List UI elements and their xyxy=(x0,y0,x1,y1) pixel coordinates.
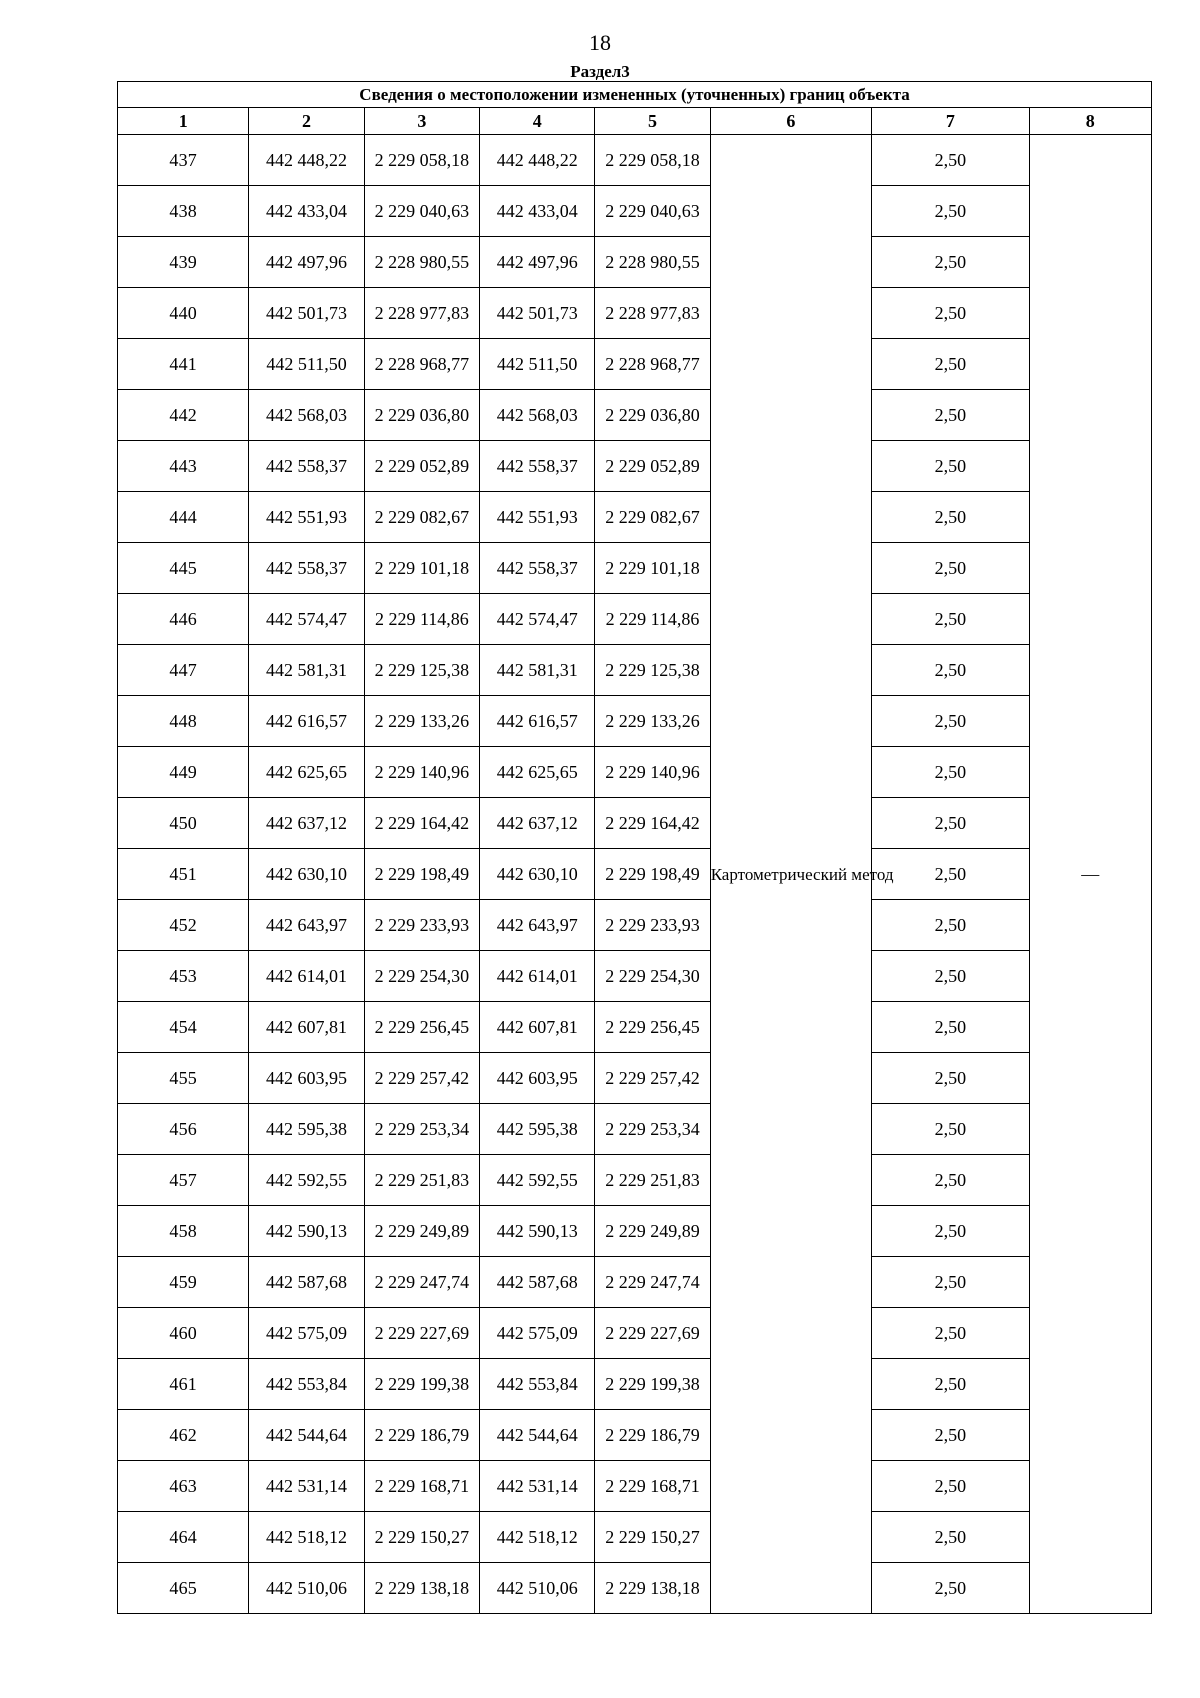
cell-x-new: 442 553,84 xyxy=(480,1359,595,1410)
cell-point: 441 xyxy=(118,339,249,390)
cell-x-old: 442 603,95 xyxy=(249,1053,364,1104)
cell-accuracy: 2,50 xyxy=(872,288,1029,339)
cell-point: 460 xyxy=(118,1308,249,1359)
cell-x-old: 442 592,55 xyxy=(249,1155,364,1206)
table-row xyxy=(118,747,1152,798)
cell-y-old: 2 229 233,93 xyxy=(364,900,479,951)
cell-x-new: 442 448,22 xyxy=(480,135,595,186)
cell-accuracy: 2,50 xyxy=(872,900,1029,951)
cell-point: 465 xyxy=(118,1563,249,1614)
cell-accuracy: 2,50 xyxy=(872,492,1029,543)
cell-x-new: 442 518,12 xyxy=(480,1512,595,1563)
cell-y-old: 2 229 256,45 xyxy=(364,1002,479,1053)
cell-x-new: 442 590,13 xyxy=(480,1206,595,1257)
cell-y-new: 2 229 253,34 xyxy=(595,1104,710,1155)
cell-point: 452 xyxy=(118,900,249,951)
cell-accuracy: 2,50 xyxy=(872,1104,1029,1155)
cell-x-new: 442 630,10 xyxy=(480,849,595,900)
boundary-coordinates-table xyxy=(117,81,1152,1614)
cell-x-new: 442 643,97 xyxy=(480,900,595,951)
cell-point: 463 xyxy=(118,1461,249,1512)
cell-y-old: 2 228 977,83 xyxy=(364,288,479,339)
column-number-5: 5 xyxy=(595,108,710,135)
column-number-6: 6 xyxy=(710,108,871,135)
cell-point: 450 xyxy=(118,798,249,849)
table-row xyxy=(118,390,1152,441)
cell-y-old: 2 229 138,18 xyxy=(364,1563,479,1614)
table-row xyxy=(118,288,1152,339)
cell-x-new: 442 595,38 xyxy=(480,1104,595,1155)
cell-x-new: 442 607,81 xyxy=(480,1002,595,1053)
cell-x-new: 442 433,04 xyxy=(480,186,595,237)
table-row xyxy=(118,1512,1152,1563)
cell-x-old: 442 497,96 xyxy=(249,237,364,288)
cell-y-new: 2 229 036,80 xyxy=(595,390,710,441)
cell-x-old: 442 643,97 xyxy=(249,900,364,951)
cell-y-old: 2 229 249,89 xyxy=(364,1206,479,1257)
cell-x-old: 442 553,84 xyxy=(249,1359,364,1410)
cell-y-old: 2 229 227,69 xyxy=(364,1308,479,1359)
cell-y-new: 2 229 233,93 xyxy=(595,900,710,951)
cell-x-old: 442 581,31 xyxy=(249,645,364,696)
cell-x-old: 442 568,03 xyxy=(249,390,364,441)
cell-accuracy: 2,50 xyxy=(872,1512,1029,1563)
cell-point: 459 xyxy=(118,1257,249,1308)
cell-accuracy: 2,50 xyxy=(872,1563,1029,1614)
cell-point: 439 xyxy=(118,237,249,288)
cell-x-old: 442 448,22 xyxy=(249,135,364,186)
cell-point: 451 xyxy=(118,849,249,900)
cell-x-new: 442 558,37 xyxy=(480,543,595,594)
cell-x-new: 442 637,12 xyxy=(480,798,595,849)
cell-accuracy: 2,50 xyxy=(872,594,1029,645)
cell-x-old: 442 614,01 xyxy=(249,951,364,1002)
cell-x-old: 442 551,93 xyxy=(249,492,364,543)
cell-x-new: 442 511,50 xyxy=(480,339,595,390)
cell-point: 442 xyxy=(118,390,249,441)
cell-point: 437 xyxy=(118,135,249,186)
cell-y-old: 2 229 168,71 xyxy=(364,1461,479,1512)
cell-x-new: 442 625,65 xyxy=(480,747,595,798)
cell-y-new: 2 229 198,49 xyxy=(595,849,710,900)
cell-y-new: 2 229 164,42 xyxy=(595,798,710,849)
cell-point: 444 xyxy=(118,492,249,543)
cell-y-new: 2 229 150,27 xyxy=(595,1512,710,1563)
cell-accuracy: 2,50 xyxy=(872,1206,1029,1257)
cell-y-old: 2 229 040,63 xyxy=(364,186,479,237)
table-row xyxy=(118,594,1152,645)
cell-y-old: 2 229 036,80 xyxy=(364,390,479,441)
cell-x-new: 442 558,37 xyxy=(480,441,595,492)
cell-x-new: 442 510,06 xyxy=(480,1563,595,1614)
cell-point: 443 xyxy=(118,441,249,492)
cell-accuracy: 2,50 xyxy=(872,543,1029,594)
cell-x-new: 442 531,14 xyxy=(480,1461,595,1512)
column-number-7: 7 xyxy=(872,108,1029,135)
cell-y-old: 2 229 257,42 xyxy=(364,1053,479,1104)
cell-accuracy: 2,50 xyxy=(872,1053,1029,1104)
cell-x-new: 442 575,09 xyxy=(480,1308,595,1359)
cell-y-new: 2 229 140,96 xyxy=(595,747,710,798)
cell-accuracy: 2,50 xyxy=(872,1155,1029,1206)
cell-y-old: 2 229 150,27 xyxy=(364,1512,479,1563)
cell-x-new: 442 616,57 xyxy=(480,696,595,747)
cell-method: Картометрический метод xyxy=(710,135,871,1614)
cell-y-new: 2 229 168,71 xyxy=(595,1461,710,1512)
cell-point: 464 xyxy=(118,1512,249,1563)
cell-x-old: 442 544,64 xyxy=(249,1410,364,1461)
cell-y-new: 2 229 256,45 xyxy=(595,1002,710,1053)
cell-y-old: 2 229 164,42 xyxy=(364,798,479,849)
cell-y-new: 2 229 249,89 xyxy=(595,1206,710,1257)
cell-accuracy: 2,50 xyxy=(872,441,1029,492)
cell-y-new: 2 229 254,30 xyxy=(595,951,710,1002)
cell-x-old: 442 630,10 xyxy=(249,849,364,900)
cell-accuracy: 2,50 xyxy=(872,798,1029,849)
column-number-1: 1 xyxy=(118,108,249,135)
table-row xyxy=(118,1257,1152,1308)
table-caption: Сведения о местоположении измененных (уточненных) границ объекта xyxy=(118,82,1152,108)
table-row xyxy=(118,900,1152,951)
cell-accuracy: 2,50 xyxy=(872,339,1029,390)
cell-x-old: 442 433,04 xyxy=(249,186,364,237)
cell-x-new: 442 501,73 xyxy=(480,288,595,339)
cell-y-old: 2 228 968,77 xyxy=(364,339,479,390)
cell-x-new: 442 581,31 xyxy=(480,645,595,696)
cell-accuracy: 2,50 xyxy=(872,1002,1029,1053)
cell-accuracy: 2,50 xyxy=(872,849,1029,900)
table-row xyxy=(118,339,1152,390)
cell-y-old: 2 229 199,38 xyxy=(364,1359,479,1410)
cell-y-new: 2 229 138,18 xyxy=(595,1563,710,1614)
cell-x-new: 442 568,03 xyxy=(480,390,595,441)
cell-y-new: 2 229 257,42 xyxy=(595,1053,710,1104)
cell-x-new: 442 603,95 xyxy=(480,1053,595,1104)
cell-y-old: 2 229 125,38 xyxy=(364,645,479,696)
cell-note: — xyxy=(1029,135,1151,1614)
cell-point: 457 xyxy=(118,1155,249,1206)
cell-x-old: 442 595,38 xyxy=(249,1104,364,1155)
cell-accuracy: 2,50 xyxy=(872,645,1029,696)
cell-y-old: 2 229 253,34 xyxy=(364,1104,479,1155)
cell-accuracy: 2,50 xyxy=(872,747,1029,798)
cell-point: 458 xyxy=(118,1206,249,1257)
cell-accuracy: 2,50 xyxy=(872,696,1029,747)
column-number-2: 2 xyxy=(249,108,364,135)
cell-x-old: 442 501,73 xyxy=(249,288,364,339)
cell-y-new: 2 229 125,38 xyxy=(595,645,710,696)
cell-y-old: 2 229 198,49 xyxy=(364,849,479,900)
column-number-4: 4 xyxy=(480,108,595,135)
cell-y-old: 2 229 114,86 xyxy=(364,594,479,645)
cell-accuracy: 2,50 xyxy=(872,1461,1029,1512)
page-number: 18 xyxy=(589,30,611,55)
cell-y-new: 2 229 251,83 xyxy=(595,1155,710,1206)
cell-point: 449 xyxy=(118,747,249,798)
cell-accuracy: 2,50 xyxy=(872,237,1029,288)
cell-y-new: 2 229 058,18 xyxy=(595,135,710,186)
cell-y-new: 2 229 082,67 xyxy=(595,492,710,543)
section-title: Раздел3 xyxy=(570,62,630,81)
cell-y-new: 2 229 101,18 xyxy=(595,543,710,594)
cell-point: 445 xyxy=(118,543,249,594)
cell-x-old: 442 518,12 xyxy=(249,1512,364,1563)
table-body xyxy=(118,135,1152,1614)
cell-x-new: 442 497,96 xyxy=(480,237,595,288)
cell-x-old: 442 558,37 xyxy=(249,441,364,492)
table-row xyxy=(118,1308,1152,1359)
table-row xyxy=(118,1563,1152,1614)
cell-x-old: 442 625,65 xyxy=(249,747,364,798)
cell-accuracy: 2,50 xyxy=(872,186,1029,237)
cell-x-old: 442 616,57 xyxy=(249,696,364,747)
cell-point: 456 xyxy=(118,1104,249,1155)
cell-accuracy: 2,50 xyxy=(872,951,1029,1002)
cell-point: 453 xyxy=(118,951,249,1002)
table-row xyxy=(118,951,1152,1002)
table-row xyxy=(118,441,1152,492)
cell-x-old: 442 590,13 xyxy=(249,1206,364,1257)
cell-x-old: 442 575,09 xyxy=(249,1308,364,1359)
cell-y-new: 2 229 199,38 xyxy=(595,1359,710,1410)
cell-y-old: 2 229 140,96 xyxy=(364,747,479,798)
cell-x-old: 442 587,68 xyxy=(249,1257,364,1308)
cell-y-old: 2 229 247,74 xyxy=(364,1257,479,1308)
cell-x-old: 442 558,37 xyxy=(249,543,364,594)
cell-x-old: 442 574,47 xyxy=(249,594,364,645)
table-row xyxy=(118,645,1152,696)
table-row xyxy=(118,492,1152,543)
cell-y-new: 2 229 227,69 xyxy=(595,1308,710,1359)
column-number-8: 8 xyxy=(1029,108,1151,135)
cell-x-old: 442 531,14 xyxy=(249,1461,364,1512)
table-row xyxy=(118,1053,1152,1104)
cell-y-old: 2 229 251,83 xyxy=(364,1155,479,1206)
cell-y-new: 2 229 114,86 xyxy=(595,594,710,645)
table-row xyxy=(118,1155,1152,1206)
table-row xyxy=(118,1206,1152,1257)
table-row xyxy=(118,1002,1152,1053)
table-row xyxy=(118,135,1152,186)
table-row xyxy=(118,237,1152,288)
cell-y-new: 2 228 968,77 xyxy=(595,339,710,390)
cell-accuracy: 2,50 xyxy=(872,1410,1029,1461)
cell-point: 438 xyxy=(118,186,249,237)
cell-y-new: 2 229 247,74 xyxy=(595,1257,710,1308)
cell-x-old: 442 510,06 xyxy=(249,1563,364,1614)
table-row xyxy=(118,849,1152,900)
cell-y-old: 2 229 133,26 xyxy=(364,696,479,747)
cell-accuracy: 2,50 xyxy=(872,390,1029,441)
cell-y-new: 2 229 186,79 xyxy=(595,1410,710,1461)
cell-point: 446 xyxy=(118,594,249,645)
cell-accuracy: 2,50 xyxy=(872,1257,1029,1308)
cell-point: 447 xyxy=(118,645,249,696)
cell-x-new: 442 551,93 xyxy=(480,492,595,543)
cell-point: 461 xyxy=(118,1359,249,1410)
cell-x-old: 442 607,81 xyxy=(249,1002,364,1053)
cell-point: 454 xyxy=(118,1002,249,1053)
cell-x-old: 442 511,50 xyxy=(249,339,364,390)
cell-x-new: 442 544,64 xyxy=(480,1410,595,1461)
cell-y-old: 2 229 101,18 xyxy=(364,543,479,594)
cell-accuracy: 2,50 xyxy=(872,1359,1029,1410)
table-row xyxy=(118,543,1152,594)
cell-y-old: 2 229 186,79 xyxy=(364,1410,479,1461)
cell-accuracy: 2,50 xyxy=(872,1308,1029,1359)
cell-point: 448 xyxy=(118,696,249,747)
cell-y-old: 2 229 058,18 xyxy=(364,135,479,186)
cell-point: 462 xyxy=(118,1410,249,1461)
cell-y-new: 2 228 980,55 xyxy=(595,237,710,288)
cell-y-new: 2 229 052,89 xyxy=(595,441,710,492)
cell-y-old: 2 229 082,67 xyxy=(364,492,479,543)
cell-point: 455 xyxy=(118,1053,249,1104)
column-number-3: 3 xyxy=(364,108,479,135)
cell-accuracy: 2,50 xyxy=(872,135,1029,186)
cell-x-new: 442 614,01 xyxy=(480,951,595,1002)
cell-point: 440 xyxy=(118,288,249,339)
cell-y-new: 2 228 977,83 xyxy=(595,288,710,339)
cell-y-old: 2 229 052,89 xyxy=(364,441,479,492)
cell-y-new: 2 229 040,63 xyxy=(595,186,710,237)
cell-x-new: 442 592,55 xyxy=(480,1155,595,1206)
table-row xyxy=(118,1104,1152,1155)
table-row xyxy=(118,186,1152,237)
table-row xyxy=(118,696,1152,747)
cell-y-old: 2 228 980,55 xyxy=(364,237,479,288)
table-row xyxy=(118,1359,1152,1410)
cell-x-new: 442 587,68 xyxy=(480,1257,595,1308)
table-row xyxy=(118,1410,1152,1461)
cell-y-new: 2 229 133,26 xyxy=(595,696,710,747)
table-row xyxy=(118,1461,1152,1512)
cell-x-new: 442 574,47 xyxy=(480,594,595,645)
cell-x-old: 442 637,12 xyxy=(249,798,364,849)
table-row xyxy=(118,798,1152,849)
cell-y-old: 2 229 254,30 xyxy=(364,951,479,1002)
